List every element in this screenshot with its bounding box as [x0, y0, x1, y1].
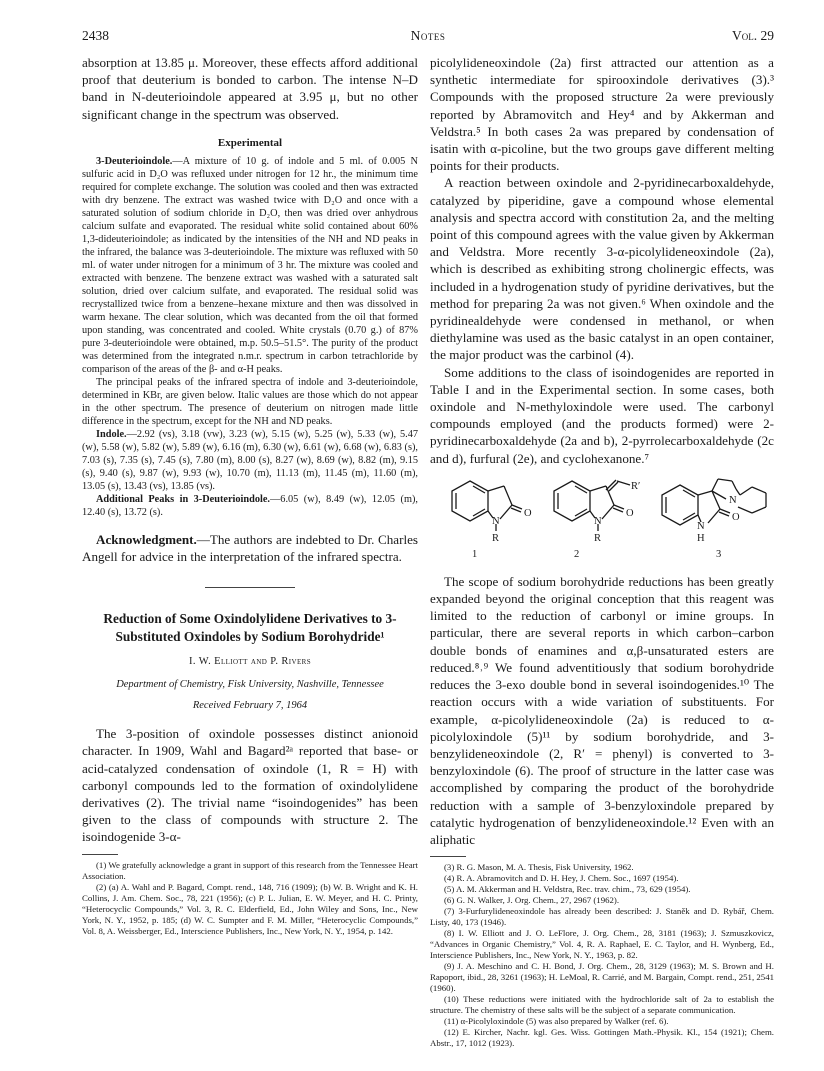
experimental-heading: Experimental	[217, 136, 283, 149]
experimental-paragraph	[82, 155, 418, 376]
article-title: Reduction of Some Oxindolylidene Derivatives to 3-Substituted Oxindoles by Sodium Borohydride¹	[103, 611, 397, 645]
article-intro-paragraph: The 3-position of oxindole possesses distinct anionoid character. In 1909, Wahl and Bagard²ᵃ reported that base- or acid-catalyzed condensation of oxindole (1, R = H) with carbonyl compounds led to the formation of oxindolylidene derivatives (2). The trivial name “isoindogenides” has been given to the class of compounds with structure 2. The isoindogenide 3-α-	[82, 726, 418, 845]
structure-1-label: 1	[472, 548, 478, 560]
footnote-2: (2) (a) A. Wahl and P. Bagard, Compt. rend., 148, 716 (1909); (b) W. B. Wright and K. H. Collins, J. Am. Chem. Soc., 78, 221 (1956); (c) P. L. Julian, E. W. Meyer, and H. C. Printy, “Heterocyclic Compounds,” Vol. 3, R. C. Elderfield, Ed., John Wiley and Sons, Inc., New York, N. Y., 1952, p. 185; (d) W. C. Sumpter and F. M. Miller, “Heterocyclic Compounds,” Vol. 8, A. Weissberger, Ed., Interscience Publishers, Inc., New York, N. Y., 1954, p. 142.	[82, 881, 418, 936]
acknowledgment-label: Acknowledgment.	[96, 531, 197, 547]
structure-diagrams	[430, 477, 774, 561]
s3-h-label: H	[697, 532, 705, 544]
s2-o-label: O	[626, 507, 634, 519]
additional-peaks: —6.05 (w), 8.49 (w), 12.05 (m), 12.40 (s), 13.72 (s).	[82, 493, 418, 518]
s3-ring-n-label: N	[729, 494, 737, 506]
paragraph-picolylidene: picolylideneoxindole (2a) first attracted our attention as a synthetic intermediate for spirooxindole derivatives (3).³ Compounds with the proposed structure 2a were previously reported by Abramovitch and Hey⁴ and by Akkerman and Veldstra.⁵ In both cases 2a was prepared by condensation of isatin with α-picoline, but the two groups gave different melting points for their products.	[430, 55, 774, 174]
s3-o-label: O	[732, 511, 740, 523]
footnote-10: (10) These reductions were initiated with the hydrochloride salt of 2a to establish the structure. The chemistry of these salts will be the subject of a separate communication.	[430, 994, 774, 1016]
chemical-structures	[430, 477, 774, 561]
right-column	[430, 54, 774, 1049]
footnote-rule-right	[430, 856, 466, 857]
article-affiliation: Department of Chemistry, Fisk University, Nashville, Tennessee	[116, 679, 384, 691]
paragraph-isoindogenides: Some additions to the class of isoindogenides are reported in Table I and in the Experimental section. In some cases, both oxindole and N-methyloxindole were used. The carbonyl compounds employed (and the products formed) were 2-pyridinecarboxaldehyde (2a and b), 2-pyrrolecarboxaldehyde (2c and d), furfural (2e), and cyclohexanone.⁷	[430, 364, 774, 466]
s2-rprime-label: R′	[631, 480, 641, 492]
indole-peaks-paragraph	[82, 428, 418, 493]
running-title: Notes	[410, 28, 446, 43]
structure-1-oxindole	[452, 481, 522, 531]
footnote-6: (6) G. N. Walker, J. Org. Chem., 27, 2967 (1962).	[444, 895, 620, 906]
indole-label: Indole.	[96, 428, 127, 440]
s1-o-label: O	[524, 507, 532, 519]
footnote-1: (1) We gratefully acknowledge a grant in support of this research from the Tennessee Heart Association.	[82, 859, 418, 881]
deuterioindole-label: 3-Deuterioindole.	[96, 155, 173, 167]
s1-r-label: R	[492, 532, 500, 544]
footnote-rule	[82, 854, 118, 855]
received-date: Received February 7, 1964	[192, 700, 308, 712]
experimental-body: —A mixture of 10 g. of indole and 5 ml. of 0.005 N sulfuric acid in D₂O was refluxed under nitrogen for 12 hr., the minimum time required for complete exchange. The solution was cooled and then was extracted with dry benzene. The extract was washed twice with D₂O and once with a saturated solution of sodium chloride in D₂O, then was dried over anhydrous calcium sulfate and evaporated. The residual white solid contained about 60% 1,3-dideuterioindole; as indicated by the intensities of the NH and ND peaks in the infrared, the balance was 3-deuterioindole. The mixture was refluxed with 50 ml. of water under nitrogen for a minimum of 3 hr. The mixture was cooled and extracted with benzene. The benzene extract was washed with a saturated salt solution, dried over calcium sulfate, and evaporated. The residual solid was recrystallized twice from a benzene–hexane mixture and then was dissolved in warm hexane. The clear solution, which was decanted from the oil that formed upon standing, was concentrated and cooled. White crystals (0.70 g.) of 87% pure 3-deuterioindole were obtained, m.p. 50.5–51.5°. The purity of the product was determined from the integrated n.m.r. spectrum in carbon tetrachloride by comparison of the areas of the β- and α-H peaks.	[82, 155, 418, 375]
acknowledgment-body: —The authors are indebted to Dr. Charles Angell for advice in the interpretation of the infrared spectra.	[82, 531, 418, 565]
acknowledgment-paragraph	[82, 531, 418, 565]
footnote-9: (9) J. A. Meschino and C. H. Bond, J. Org. Chem., 28, 3129 (1963); M. S. Brown and H. Rapoport, ibid., 28, 3261 (1963); H. LeMoal, R. Carrié, and M. Bargain, Compt. rend., 251, 2541 (1960).	[430, 961, 774, 994]
intro-paragraph: absorption at 13.85 μ. Moreover, these effects afford additional proof that deuterium is bonded to carbon. The intense N–D band in N-deuterioindole appeared at 3.95 μ, but no other significant change in the spectrum was observed.	[82, 55, 418, 122]
running-header	[82, 28, 774, 46]
additional-peaks-label: Additional Peaks in 3-Deuterioindole.	[96, 493, 270, 505]
volume-number: Vol. 29	[732, 28, 774, 43]
ir-intro-paragraph: The principal peaks of the infrared spectra of indole and 3-deuterioindole, determined in KBr, are given below. Italic values are those which do not appear in the other spectrum. The presence of deuterium on nitrogen made little difference in the spectrum, except for the NH and ND peaks.	[82, 376, 418, 427]
page-number: 2438	[82, 28, 109, 43]
s2-n-label: N	[594, 515, 602, 527]
paragraph-reaction: A reaction between oxindole and 2-pyridinecarboxaldehyde, catalyzed by piperidine, gave a compound whose elemental analysis and spectra accord with constitution 2a, and the melting point of this compound agrees with the value given by Akkerman and Veldstra. More recently 3-α-picolylideneoxindole (2a), which is described as exhibiting strong cholinergic effects, was included in a hydrogenation study of pyridine derivatives, but the method for preparing 2a was not given.⁶ When oxindole and the pyridinealdehyde were condensed in methanol, or when diethylamine was used as the basic catalyst in an open container, the major product was the carbinol (4).	[430, 175, 774, 363]
footnote-4: (4) R. A. Abramovitch and D. H. Hey, J. Chem. Soc., 1697 (1954).	[444, 873, 679, 884]
footnote-12: (12) E. Kircher, Nachr. kgl. Ges. Wiss. Gottingen Math.-Physik. Kl., 154 (1921); Chem. Abstr., 17, 1012 (1923).	[430, 1027, 774, 1049]
section-divider	[205, 587, 295, 588]
s1-n-label: N	[492, 515, 500, 527]
structure-2-label: 2	[574, 548, 580, 560]
paragraph-borohydride: The scope of sodium borohydride reductions has been greatly expanded beyond the original conception that this reagent was limited to the reduction of carbonyl or imine groups. In particular, there are several reports in which carbon–carbon double bonds of enamines and α,β-unsaturated esters are reduced.⁸˒⁹ We found adventitiously that sodium borohydride reduces the 3-exo double bond in several isoindogenides.¹⁰ The reaction occurs with a wide variation of substituents. For example, α-picolylideneoxindole (2a) is reduced to α-picolyloxindole (5)¹¹ by sodium borohydride, and 3-benzylideneoxindole (2, R′ = phenyl) is converted to 3-benzyloxindole (6). The proof of structure in the latter case was accomplished by comparing the product of the borohydride reduction with a sample of 3-benzyloxindole prepared by catalytic hydrogenation of benzylideneoxindole.¹² Even with an aliphatic	[430, 573, 774, 847]
left-column	[82, 54, 418, 937]
s2-r-label: R	[594, 532, 602, 544]
footnote-3: (3) R. G. Mason, M. A. Thesis, Fisk University, 1962.	[444, 862, 634, 873]
footnote-8: (8) I. W. Elliott and J. O. LeFlore, J. Org. Chem., 28, 3181 (1963); J. Szmuszkovicz, “Advances in Organic Chemistry,” Vol. 4, R. A. Raphael, E. C. Taylor, and H. Wynberg, Ed., Interscience Publishers, Inc., New York, N. Y., 1963, p. 82.	[430, 928, 774, 961]
structure-2-oxindolylidene	[554, 480, 630, 531]
s3-n-label: N	[697, 520, 705, 532]
article-authors: I. W. Elliott and P. Rivers	[188, 656, 312, 668]
indole-peaks: —2.92 (vs), 3.18 (vw), 3.23 (w), 5.15 (w), 5.25 (w), 5.33 (w), 5.47 (w), 5.58 (w), 5.82 (w), 5.89 (w), 6.16 (m), 6.30 (w), 6.61 (w), 6.68 (w), 6.83 (s), 7.03 (s), 7.35 (s), 7.45 (s), 7.80 (m), 8.00 (s), 8.27 (w), 8.69 (w), 8.82 (m), 9.15 (s), 9.40 (s), 9.87 (w), 9.93 (w), 10.70 (m), 11.13 (m), 11.45 (m), 11.60 (m), 13.05 (s), 13.43 (vs), 13.85 (vs).	[82, 428, 418, 492]
structure-3-label: 3	[716, 548, 722, 560]
footnote-5: (5) A. M. Akkerman and H. Veldstra, Rec. trav. chim., 73, 629 (1954).	[444, 884, 691, 895]
footnote-11: (11) α-Picolyloxindole (5) was also prepared by Walker (ref. 6).	[444, 1016, 669, 1027]
footnote-7: (7) 3-Furfurylideneoxindole has already been described: J. Staněk and D. Rybář, Chem. Listy, 40, 173 (1946).	[430, 906, 774, 928]
additional-peaks-paragraph	[82, 493, 418, 519]
structure-3-spirooxindole	[662, 479, 766, 525]
